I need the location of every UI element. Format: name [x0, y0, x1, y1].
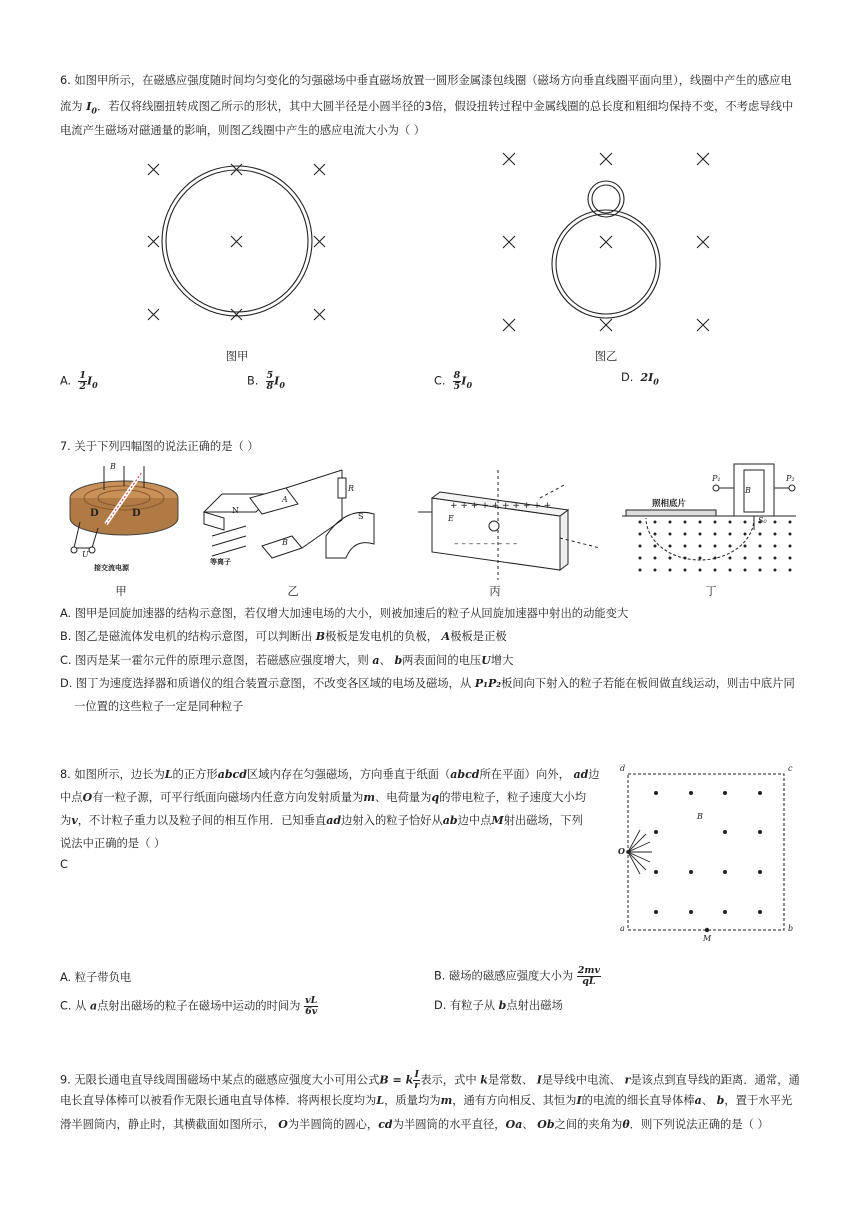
field-dot [723, 830, 727, 834]
svg-text:– – – – – – – – –: – – – – – – – – – [454, 539, 518, 549]
fig-jia-label-b: B [110, 462, 116, 471]
q7-stem: 7. 关于下列四幅图的说法正确的是（ ） [60, 440, 259, 453]
field-dot [723, 870, 727, 874]
field-dot [654, 910, 658, 914]
q6-stem-line2: 流为 $I_0$．若仅将线圈扭转成图乙所示的形状，其中大圆半径是小圆半径的3倍，假设扭转过程中金属线圈的总长度和粗细均保持不变，不考虑导线中 [60, 100, 794, 116]
q8-answer: C [60, 858, 68, 871]
q9-stem-line3: 滑半圆筒内，静止时，其横截面如图所示， O为半圆筒的圆心，cd为半圆筒的水平直径，Oa、 Ob之间的夹角为θ．则下列说法正确的是（ ） [60, 1118, 769, 1131]
fig-yi-label-r: R [348, 484, 355, 493]
q8-fig-label-d: d [620, 764, 626, 773]
q8-fig-label-a: a [620, 924, 625, 933]
fig-jia-label-u: U [82, 550, 89, 559]
fig-yi-label-s: S [358, 512, 364, 521]
field-dot [758, 791, 762, 795]
q8-fig-label-b: b [788, 924, 794, 933]
field-dot [758, 830, 762, 834]
q8-option-b[interactable]: B. 磁场的磁感应强度大小为 $\frac{2mv}{qL}$ [434, 965, 600, 987]
field-dot [758, 870, 762, 874]
caption-q7-jia: 甲 [115, 585, 127, 598]
q8-option-c[interactable]: C. 从 a点射出磁场的粒子在磁场中运动的时间为 $\frac{vL}{6v}$ [60, 995, 318, 1017]
q8-fig-label-field: B [697, 812, 703, 821]
q6-option-b[interactable]: B. $\frac{5}{8}$ $I_0$ [247, 370, 285, 392]
field-dot [689, 791, 693, 795]
q9-stem-line2: 电长直导体棒可以被看作无限长通电直导体棒．将两根长度均为L，质量均为m，通有方向相反、其恒为I的电流的细长直导体棒a、 b，置于水平光 [60, 1094, 793, 1107]
fig-yi-label-b: B [282, 538, 288, 547]
q7-option-c[interactable]: C. 图丙是某一霍尔元件的原理示意图，若磁感应强度增大，则 a、 b两表面间的电压U增大 [60, 654, 514, 667]
fig-jia-label-d1: D [90, 508, 99, 519]
q6-stem-line3: 电流产生磁场对磁通量的影响，则图乙线圈中产生的感应电流大小为（ ） [60, 124, 426, 137]
field-dot [758, 910, 762, 914]
q8-stem-line2: 中点O有一粒子源，可平行纸面向磁场内任意方向发射质量为m、电荷量为q的带电粒子，粒子速度大小均 [60, 791, 587, 804]
q8-stem-line3: 为v，不计粒子重力以及粒子间的相互作用．已知垂直ad边射入的粒子恰好从ab边中点M射出磁场，下列 [60, 814, 583, 827]
fig-yi-label-a: A [282, 495, 288, 504]
q7-option-d-line1[interactable]: D. 图丁为速度选择器和质谱仪的组合装置示意图，不改变各区域的电场及磁场，从 P₁P₂板间向下射入的粒子若能在板间做直线运动，则击中底片同 [60, 677, 795, 690]
fig-ding-label-p1: P₁ [712, 474, 721, 483]
caption-q7-ding: 丁 [705, 585, 717, 598]
q9-stem-line1: 9. 无限长通电直导线周围磁场中某点的磁感应强度大小可用公式B = k $\frac{I}{r}$ 表示，式中 k是常数、 I是导线中电流、 r是该点到直导线的距离．通常，通 [60, 1069, 800, 1091]
q8-stem-line1: 8. 如图所示，边长为L的正方形abcd区域内存在匀强磁场，方向垂直于纸面（abcd所在平面）向外， ad边 [60, 768, 600, 781]
q8-option-a[interactable]: A. 粒子带负电 [60, 971, 132, 984]
caption-yi: 图乙 [594, 350, 618, 363]
field-dot [723, 910, 727, 914]
fig-bing-label-e: E [448, 514, 454, 523]
caption-jia: 图甲 [225, 350, 249, 363]
source-rays [628, 830, 652, 874]
q8-stem-line4: 说法中正确的是（ ） [60, 837, 166, 850]
fig-jia-label-source: 接交流电源 [94, 564, 129, 572]
field-dot [689, 870, 693, 874]
q8-fig-label-c: c [788, 764, 793, 773]
field-dot [689, 910, 693, 914]
q6-option-c[interactable]: C. $\frac{8}{5}$ $I_0$ [434, 370, 473, 392]
q6-option-d[interactable]: D. $2I_0$ [621, 371, 659, 387]
q7-option-b[interactable]: B. 图乙是磁流体发电机的结构示意图，可以判断出 B极板是发电机的负极， A极板是正极 [60, 630, 507, 643]
q7-option-d-line2: 一位置的这些粒子一定是同种粒子 [74, 700, 244, 713]
fig-ding-label-p2: P₂ [786, 474, 795, 483]
fig-jia-label-d2: D [132, 508, 141, 519]
q7-option-a[interactable]: A. 图甲是回旋加速器的结构示意图，若仅增大加速电场的大小，则被加速后的粒子从回旋加速器中射出的动能变大 [60, 607, 629, 620]
q6-option-a[interactable]: A. $\frac{1}{2}$ $I_0$ [60, 370, 98, 392]
fig-yi-label-ions: 等离子 [210, 558, 231, 566]
fig-ding-label-film: 照相底片 [652, 499, 687, 509]
q6-stem-line1: 6. 如图甲所示，在磁感应强度随时间均匀变化的匀强磁场中垂直磁场放置一圆形金属漆包线圈（磁场方向垂直线圈平面向里），线圈中产生的感应电 [60, 74, 792, 87]
field-dot [654, 791, 658, 795]
caption-q7-yi: 乙 [287, 585, 299, 598]
fig-ding-label-b: B [745, 486, 751, 495]
svg-text:+ + + + + + + + + +: + + + + + + + + + + [450, 501, 552, 511]
fig-ding-label-s0: S₀ [758, 516, 767, 525]
caption-q7-bing: 丙 [489, 585, 501, 598]
field-dot [654, 830, 658, 834]
q8-fig-label-o: O [618, 846, 625, 856]
field-dot [654, 870, 658, 874]
field-dot [723, 791, 727, 795]
fig-yi-label-n: N [232, 506, 239, 515]
q8-option-d[interactable]: D. 有粒子从 b点射出磁场 [434, 999, 563, 1012]
q8-fig-label-m: M [703, 934, 712, 943]
